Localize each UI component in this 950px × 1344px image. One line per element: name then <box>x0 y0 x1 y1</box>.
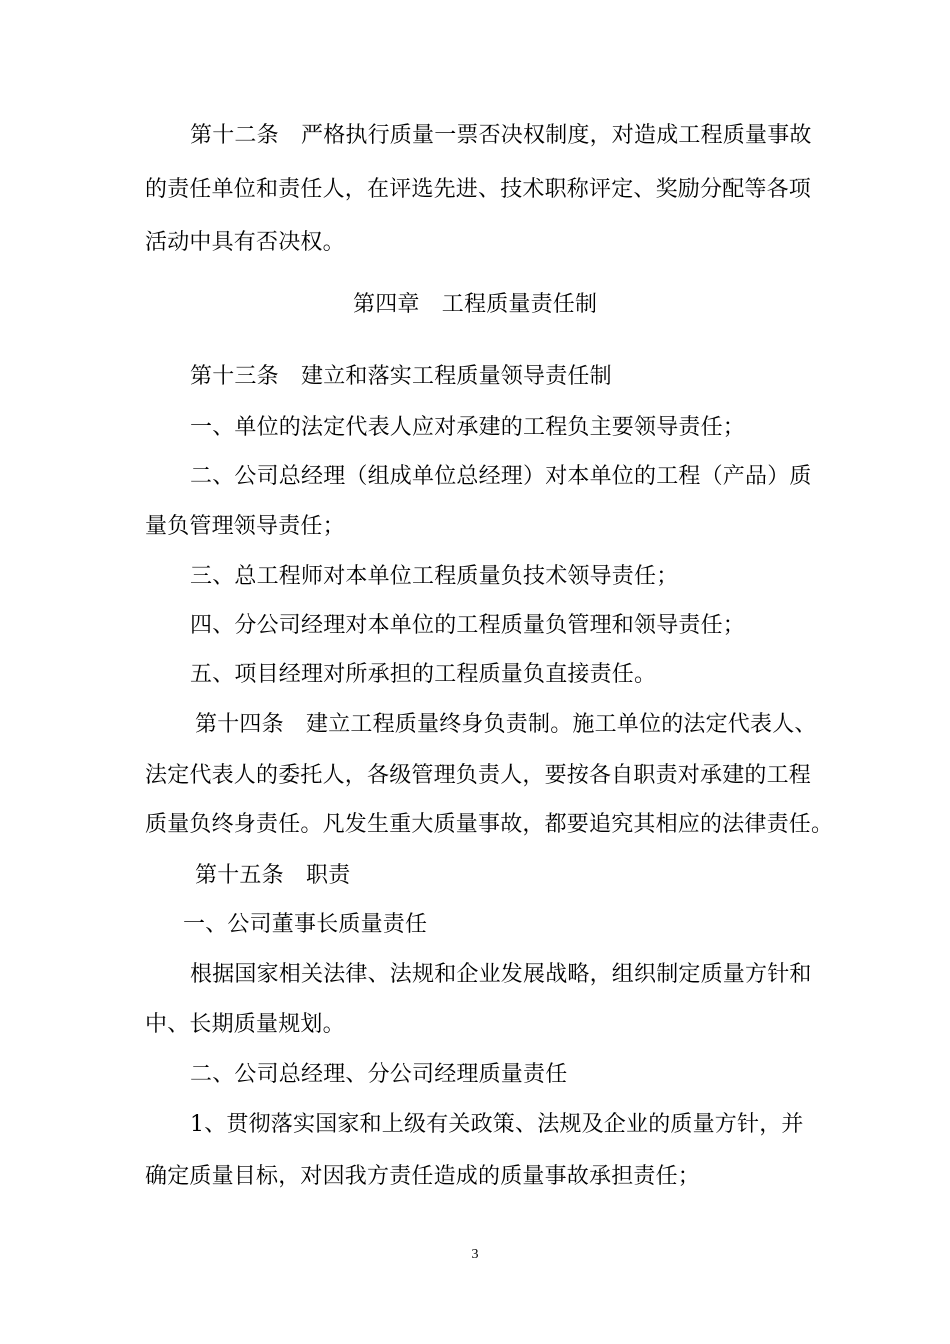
article-15-title: 第十五条 职责 <box>195 863 351 888</box>
article-14-line-2: 法定代表人的委托人，各级管理负责人，要按各自职责对承建的工程 <box>145 763 812 788</box>
article-15-section-1-title: 一、公司董事长质量责任 <box>183 912 428 937</box>
article-15-section-1-line-1: 根据国家相关法律、法规和企业发展战略，组织制定质量方针和 <box>190 962 812 987</box>
article-12-line-1: 第十二条 严格执行质量一票否决权制度，对造成工程质量事故 <box>190 123 812 148</box>
article-13-item-2-line-2: 量负管理领导责任； <box>145 514 345 539</box>
article-13-item-3: 三、总工程师对本单位工程质量负技术领导责任； <box>190 564 679 589</box>
article-13-item-1: 一、单位的法定代表人应对承建的工程负主要领导责任； <box>190 415 746 440</box>
article-12-line-2: 的责任单位和责任人，在评选先进、技术职称评定、奖励分配等各项 <box>145 177 812 202</box>
article-12-line-3: 活动中具有否决权。 <box>145 230 345 255</box>
article-15-section-2-item-1-line-2: 确定质量目标，对因我方责任造成的质量事故承担责任； <box>145 1164 701 1189</box>
article-13-item-5: 五、项目经理对所承担的工程质量负直接责任。 <box>190 662 657 687</box>
article-15-section-1-line-2: 中、长期质量规划。 <box>145 1012 345 1037</box>
article-15-section-2-title: 二、公司总经理、分公司经理质量责任 <box>190 1062 568 1087</box>
article-13-title: 第十三条 建立和落实工程质量领导责任制 <box>190 364 612 389</box>
article-13-item-2-line-1: 二、公司总经理（组成单位总经理）对本单位的工程（产品）质 <box>190 464 812 489</box>
article-14-line-1: 第十四条 建立工程质量终身负责制。施工单位的法定代表人、 <box>195 712 817 737</box>
article-15-section-2-item-1-line-1: 1、贯彻落实国家和上级有关政策、法规及企业的质量方针，并 <box>190 1112 804 1137</box>
page-number: 3 <box>471 1247 479 1262</box>
chapter-heading: 第四章 工程质量责任制 <box>353 292 598 317</box>
article-14-line-3: 质量负终身责任。凡发生重大质量事故，都要追究其相应的法律责任。 <box>145 812 834 837</box>
article-13-item-4: 四、分公司经理对本单位的工程质量负管理和领导责任； <box>190 613 746 638</box>
